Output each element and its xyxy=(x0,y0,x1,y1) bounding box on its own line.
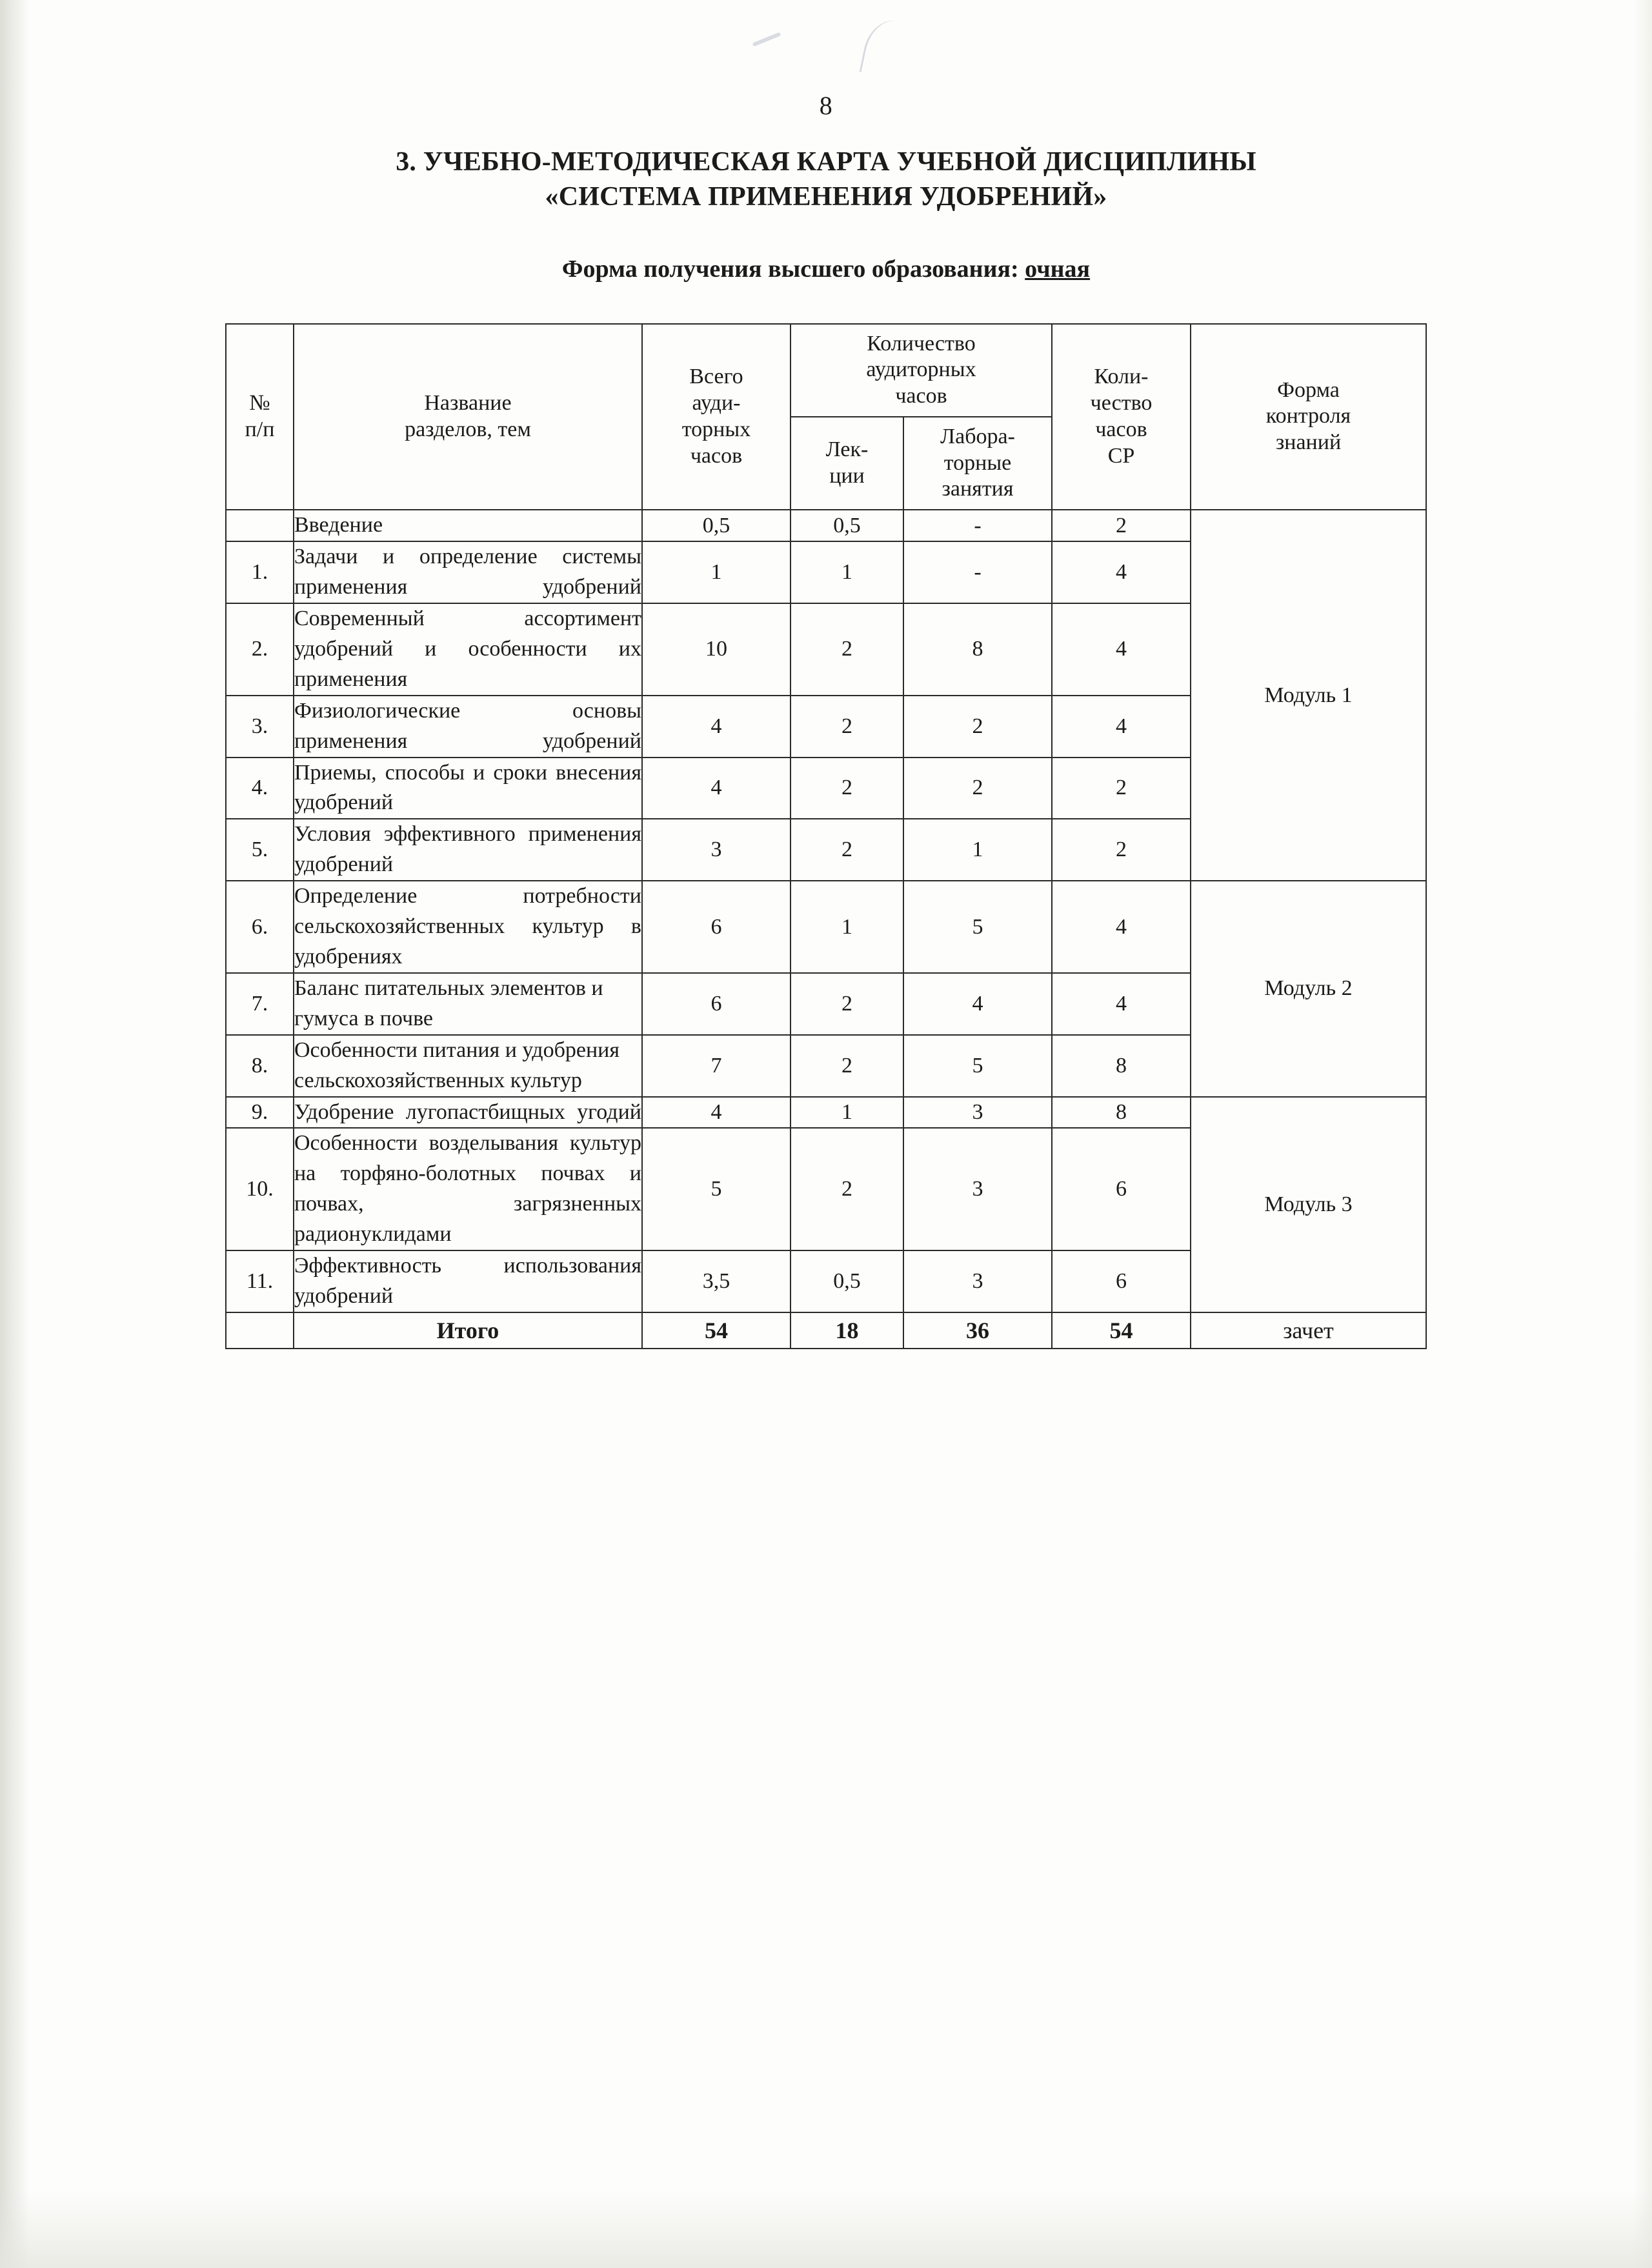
scan-edge-bottom xyxy=(0,2191,1652,2268)
row-self-study: 2 xyxy=(1052,758,1191,819)
table-total-row xyxy=(226,1312,1426,1349)
row-number: 11. xyxy=(226,1250,294,1312)
total-hours: 54 xyxy=(642,1312,791,1349)
row-self-study: 4 xyxy=(1052,696,1191,758)
header-total-l3: торных xyxy=(681,417,751,441)
page-number: 8 xyxy=(819,91,833,120)
row-self-study: 2 xyxy=(1052,510,1191,541)
row-lectures: 1 xyxy=(791,541,903,603)
module-cell-2: Модуль 2 xyxy=(1191,881,1426,1096)
row-number: 7. xyxy=(226,973,294,1035)
header-lectures-l1: Лек- xyxy=(825,437,869,462)
row-number: 3. xyxy=(226,696,294,758)
page-title-line2: «СИСТЕМА ПРИМЕНЕНИЯ УДОБРЕНИЙ» xyxy=(545,181,1107,212)
row-name: Современный ассортимент удобрений и особенности их применения xyxy=(294,603,642,696)
row-name: Условия эффективного применения удобрений xyxy=(294,819,642,881)
table-row xyxy=(226,510,1426,541)
total-lectures: 18 xyxy=(791,1312,903,1349)
header-name-l1: Название xyxy=(424,391,512,416)
row-number xyxy=(226,510,294,541)
header-sr-l2: чество xyxy=(1090,391,1153,416)
row-total-hours: 7 xyxy=(642,1035,791,1097)
row-labs: 8 xyxy=(903,603,1052,696)
header-sr-l1: Коли- xyxy=(1094,365,1149,389)
row-labs: 2 xyxy=(903,696,1052,758)
row-self-study: 4 xyxy=(1052,881,1191,973)
row-total-hours: 4 xyxy=(642,758,791,819)
row-lectures: 0,5 xyxy=(791,1250,903,1312)
row-number: 6. xyxy=(226,881,294,973)
total-empty-cell xyxy=(226,1312,294,1349)
table-body xyxy=(226,510,1426,1349)
header-control-form xyxy=(1191,324,1426,510)
total-label: Итого xyxy=(294,1312,642,1349)
education-form-line xyxy=(0,255,1652,283)
row-number: 1. xyxy=(226,541,294,603)
module-cell-1: Модуль 1 xyxy=(1191,510,1426,881)
row-labs: - xyxy=(903,510,1052,541)
row-total-hours: 3,5 xyxy=(642,1250,791,1312)
row-labs: - xyxy=(903,541,1052,603)
row-number: 9. xyxy=(226,1097,294,1129)
row-self-study: 6 xyxy=(1052,1250,1191,1312)
header-sr-l4: СР xyxy=(1107,443,1135,468)
row-self-study: 2 xyxy=(1052,819,1191,881)
header-group-l2: аудиторных xyxy=(866,357,976,382)
row-number: 10. xyxy=(226,1128,294,1250)
table-row xyxy=(226,881,1426,973)
header-name-l2: разделов, тем xyxy=(405,417,531,441)
header-labs-l2: торные xyxy=(943,450,1012,475)
row-self-study: 8 xyxy=(1052,1035,1191,1097)
total-self-study: 54 xyxy=(1052,1312,1191,1349)
row-total-hours: 6 xyxy=(642,881,791,973)
row-lectures: 2 xyxy=(791,696,903,758)
row-name: Физиологические основы применения удобрений xyxy=(294,696,642,758)
header-control-l1: Форма xyxy=(1277,377,1340,402)
header-number-l1: № xyxy=(249,391,270,416)
row-lectures: 1 xyxy=(791,881,903,973)
row-lectures: 0,5 xyxy=(791,510,903,541)
table-header xyxy=(226,324,1426,510)
header-number xyxy=(226,324,294,510)
row-lectures: 2 xyxy=(791,973,903,1035)
row-labs: 3 xyxy=(903,1097,1052,1129)
row-total-hours: 4 xyxy=(642,696,791,758)
row-total-hours: 4 xyxy=(642,1097,791,1129)
row-name: Особенности возделывания культур на торфяно-болотных почвах и почвах, загрязненных радионуклидами xyxy=(294,1128,642,1250)
header-labs-l1: Лабора- xyxy=(940,424,1015,448)
header-labs xyxy=(903,417,1052,510)
row-labs: 4 xyxy=(903,973,1052,1035)
education-form-value: очная xyxy=(1025,255,1091,283)
page-title xyxy=(0,145,1652,215)
row-labs: 5 xyxy=(903,1035,1052,1097)
row-labs: 5 xyxy=(903,881,1052,973)
row-labs: 1 xyxy=(903,819,1052,881)
row-self-study: 4 xyxy=(1052,603,1191,696)
row-name: Особенности питания и удобрения сельскохозяйственных культур xyxy=(294,1035,642,1097)
row-self-study: 4 xyxy=(1052,973,1191,1035)
row-total-hours: 5 xyxy=(642,1128,791,1250)
header-group-l3: часов xyxy=(895,384,947,408)
row-number: 4. xyxy=(226,758,294,819)
module-cell-3: Модуль 3 xyxy=(1191,1097,1426,1312)
row-total-hours: 3 xyxy=(642,819,791,881)
row-name: Удобрение лугопастбищных угодий xyxy=(294,1097,642,1129)
row-name: Приемы, способы и сроки внесения удобрений xyxy=(294,758,642,819)
header-lectures-l2: ции xyxy=(829,464,865,488)
row-total-hours: 10 xyxy=(642,603,791,696)
header-total-l1: Всего xyxy=(689,365,743,389)
row-name: Задачи и определение системы применения удобрений xyxy=(294,541,642,603)
row-total-hours: 1 xyxy=(642,541,791,603)
row-name: Определение потребности сельскохозяйственных культур в удобрениях xyxy=(294,881,642,973)
education-form-label: Форма получения высшего образования: xyxy=(561,255,1025,283)
table-row xyxy=(226,1097,1426,1129)
row-self-study: 6 xyxy=(1052,1128,1191,1250)
header-control-l2: контроля xyxy=(1265,404,1351,428)
row-number: 5. xyxy=(226,819,294,881)
header-total-l2: ауди- xyxy=(692,391,741,416)
header-total-l4: часов xyxy=(690,443,743,468)
row-self-study: 4 xyxy=(1052,541,1191,603)
row-lectures: 2 xyxy=(791,1128,903,1250)
row-labs: 3 xyxy=(903,1128,1052,1250)
header-group-l1: Количество xyxy=(867,331,976,356)
row-number: 2. xyxy=(226,603,294,696)
header-classroom-hours-group xyxy=(791,324,1052,417)
header-name xyxy=(294,324,642,510)
total-control-form: зачет xyxy=(1191,1312,1426,1349)
row-self-study: 8 xyxy=(1052,1097,1191,1129)
row-number: 8. xyxy=(226,1035,294,1097)
curriculum-table xyxy=(225,323,1427,1349)
header-total-hours xyxy=(642,324,791,510)
row-lectures: 2 xyxy=(791,758,903,819)
row-lectures: 2 xyxy=(791,1035,903,1097)
header-lectures xyxy=(791,417,903,510)
header-self-study-hours xyxy=(1052,324,1191,510)
header-sr-l3: часов xyxy=(1095,417,1147,441)
row-total-hours: 0,5 xyxy=(642,510,791,541)
total-labs: 36 xyxy=(903,1312,1052,1349)
row-labs: 2 xyxy=(903,758,1052,819)
row-name: Баланс питательных элементов и гумуса в почве xyxy=(294,973,642,1035)
row-name: Эффективность использования удобрений xyxy=(294,1250,642,1312)
row-name: Введение xyxy=(294,510,642,541)
row-lectures: 2 xyxy=(791,603,903,696)
row-lectures: 2 xyxy=(791,819,903,881)
row-labs: 3 xyxy=(903,1250,1052,1312)
row-lectures: 1 xyxy=(791,1097,903,1129)
header-control-l3: знаний xyxy=(1275,430,1342,455)
page-title-line1: 3. УЧЕБНО-МЕТОДИЧЕСКАЯ КАРТА УЧЕБНОЙ ДИСЦИПЛИНЫ xyxy=(396,147,1256,177)
header-labs-l3: занятия xyxy=(942,477,1014,501)
header-number-l2: п/п xyxy=(245,417,275,441)
row-total-hours: 6 xyxy=(642,973,791,1035)
